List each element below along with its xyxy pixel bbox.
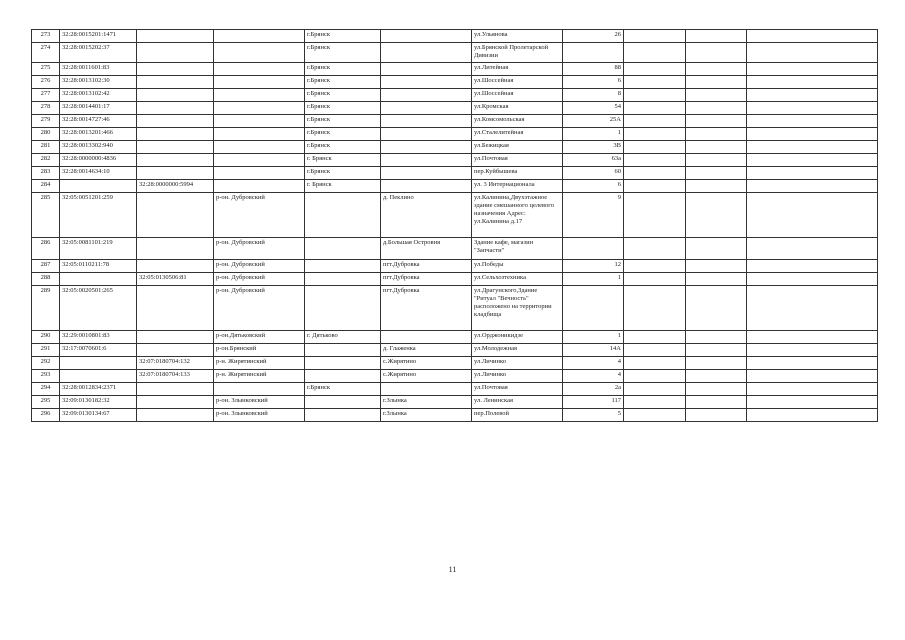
- row-number-cell: 291: [32, 344, 60, 357]
- house-number-cell: 117: [563, 396, 624, 409]
- empty-cell: [747, 357, 878, 370]
- settlement-cell: г.Злынка: [381, 396, 472, 409]
- row-number-cell: 294: [32, 383, 60, 396]
- empty-cell: [624, 344, 686, 357]
- empty-cell: [686, 273, 747, 286]
- empty-cell: [747, 167, 878, 180]
- empty-cell: [747, 76, 878, 89]
- address-cell: ул.Победы: [472, 260, 563, 273]
- settlement-cell: [381, 167, 472, 180]
- empty-cell: [747, 193, 878, 238]
- empty-cell: [686, 102, 747, 115]
- empty-cell: [624, 141, 686, 154]
- empty-cell: [624, 76, 686, 89]
- house-number-cell: 5: [563, 409, 624, 422]
- district-cell: р-н. Жирятинский: [214, 370, 305, 383]
- table-row: [32, 344, 878, 357]
- district-cell: р-он. Злынковский: [214, 409, 305, 422]
- address-cell: ул.Бежицкая: [472, 141, 563, 154]
- district-cell: [214, 89, 305, 102]
- address-cell: ул.Личинко: [472, 357, 563, 370]
- cadastral-number-cell: 32:28:0015201:1471: [60, 30, 137, 43]
- cadastral-number-cell: 32:28:0014727:46: [60, 115, 137, 128]
- row-number-cell: 285: [32, 193, 60, 238]
- cadastral-number-cell: [60, 180, 137, 193]
- house-number-cell: 25А: [563, 115, 624, 128]
- cadastral-number-alt-cell: [137, 154, 214, 167]
- empty-cell: [624, 154, 686, 167]
- city-cell: г.Брянск: [305, 30, 381, 43]
- address-cell: ул.Личинко: [472, 370, 563, 383]
- row-number-cell: 281: [32, 141, 60, 154]
- empty-cell: [624, 193, 686, 238]
- settlement-cell: [381, 141, 472, 154]
- table-row: [32, 43, 878, 63]
- cadastral-number-cell: 32:09:0130134:67: [60, 409, 137, 422]
- cadastral-number-alt-cell: [137, 344, 214, 357]
- empty-cell: [747, 43, 878, 63]
- settlement-cell: [381, 331, 472, 344]
- empty-cell: [747, 63, 878, 76]
- district-cell: [214, 154, 305, 167]
- cadastral-number-cell: 32:05:0051201:259: [60, 193, 137, 238]
- empty-cell: [624, 370, 686, 383]
- table-row: [32, 273, 878, 286]
- district-cell: [214, 115, 305, 128]
- empty-cell: [686, 43, 747, 63]
- district-cell: р-он.Брянский: [214, 344, 305, 357]
- empty-cell: [747, 115, 878, 128]
- row-number-cell: 280: [32, 128, 60, 141]
- cadastral-number-alt-cell: [137, 260, 214, 273]
- city-cell: г. Брянск: [305, 180, 381, 193]
- district-cell: [214, 180, 305, 193]
- settlement-cell: д. Глаженка: [381, 344, 472, 357]
- table-row: [32, 357, 878, 370]
- city-cell: г.Брянск: [305, 115, 381, 128]
- city-cell: г. Дятьково: [305, 331, 381, 344]
- house-number-cell: 54: [563, 102, 624, 115]
- house-number-cell: 1: [563, 273, 624, 286]
- address-cell: ул.Литейная: [472, 63, 563, 76]
- table-row: [32, 180, 878, 193]
- cadastral-number-alt-cell: [137, 76, 214, 89]
- cadastral-number-alt-cell: [137, 286, 214, 331]
- house-number-cell: 6: [563, 180, 624, 193]
- city-cell: г.Брянск: [305, 89, 381, 102]
- district-cell: р-он. Дубровский: [214, 286, 305, 331]
- house-number-cell: 3В: [563, 141, 624, 154]
- empty-cell: [624, 331, 686, 344]
- cadastral-number-cell: [60, 357, 137, 370]
- district-cell: [214, 63, 305, 76]
- table-row: [32, 193, 878, 238]
- district-cell: р-он. Злынковский: [214, 396, 305, 409]
- address-cell: ул.Шоссейная: [472, 76, 563, 89]
- empty-cell: [686, 260, 747, 273]
- cadastral-number-cell: 32:05:0110211:78: [60, 260, 137, 273]
- table-row: [32, 76, 878, 89]
- address-cell: ул.Почтовая: [472, 383, 563, 396]
- cadastral-number-cell: 32:05:0020501:265: [60, 286, 137, 331]
- cadastral-number-alt-cell: [137, 102, 214, 115]
- house-number-cell: 6: [563, 76, 624, 89]
- city-cell: г.Брянск: [305, 167, 381, 180]
- city-cell: [305, 357, 381, 370]
- registry-table: [31, 29, 878, 422]
- district-cell: [214, 383, 305, 396]
- empty-cell: [624, 89, 686, 102]
- address-cell: ул.Сельхозтехника: [472, 273, 563, 286]
- cadastral-number-cell: 32:28:0013201:466: [60, 128, 137, 141]
- house-number-cell: 12: [563, 260, 624, 273]
- empty-cell: [686, 238, 747, 260]
- empty-cell: [686, 344, 747, 357]
- settlement-cell: [381, 89, 472, 102]
- cadastral-number-alt-cell: [137, 193, 214, 238]
- row-number-cell: 274: [32, 43, 60, 63]
- city-cell: [305, 409, 381, 422]
- cadastral-number-cell: 32:28:0012834:2371: [60, 383, 137, 396]
- table-row: [32, 238, 878, 260]
- district-cell: р-он.Дятьковский: [214, 331, 305, 344]
- empty-cell: [686, 396, 747, 409]
- address-cell: ул.Комсомольская: [472, 115, 563, 128]
- house-number-cell: 4: [563, 357, 624, 370]
- city-cell: г.Брянск: [305, 63, 381, 76]
- empty-cell: [624, 128, 686, 141]
- row-number-cell: 284: [32, 180, 60, 193]
- settlement-cell: с.Жирятино: [381, 357, 472, 370]
- city-cell: [305, 193, 381, 238]
- cadastral-number-alt-cell: [137, 167, 214, 180]
- cadastral-number-cell: 32:28:0000000:4836: [60, 154, 137, 167]
- city-cell: г.Брянск: [305, 43, 381, 63]
- house-number-cell: 4: [563, 370, 624, 383]
- row-number-cell: 287: [32, 260, 60, 273]
- empty-cell: [686, 63, 747, 76]
- settlement-cell: [381, 63, 472, 76]
- empty-cell: [624, 383, 686, 396]
- empty-cell: [686, 167, 747, 180]
- cadastral-number-alt-cell: 32:07:0180704:133: [137, 370, 214, 383]
- settlement-cell: [381, 383, 472, 396]
- table-row: [32, 141, 878, 154]
- house-number-cell: 60: [563, 167, 624, 180]
- address-cell: ул. 3 Интернационала: [472, 180, 563, 193]
- district-cell: [214, 43, 305, 63]
- empty-cell: [624, 102, 686, 115]
- district-cell: р-он. Дубровский: [214, 273, 305, 286]
- city-cell: [305, 344, 381, 357]
- cadastral-number-cell: 32:28:0014634:10: [60, 167, 137, 180]
- empty-cell: [686, 409, 747, 422]
- house-number-cell: 1: [563, 331, 624, 344]
- city-cell: [305, 396, 381, 409]
- row-number-cell: 277: [32, 89, 60, 102]
- cadastral-number-alt-cell: [137, 383, 214, 396]
- cadastral-number-cell: 32:28:0013102:30: [60, 76, 137, 89]
- settlement-cell: [381, 43, 472, 63]
- cadastral-number-cell: [60, 370, 137, 383]
- house-number-cell: 9: [563, 193, 624, 238]
- city-cell: [305, 286, 381, 331]
- table-row: [32, 331, 878, 344]
- cadastral-number-alt-cell: 32:28:0000000:5994: [137, 180, 214, 193]
- empty-cell: [624, 238, 686, 260]
- empty-cell: [747, 396, 878, 409]
- row-number-cell: 283: [32, 167, 60, 180]
- table-row: [32, 383, 878, 396]
- address-cell: Здание кафе, магазин "Запчасти": [472, 238, 563, 260]
- district-cell: [214, 141, 305, 154]
- address-cell: ул.Почтовая: [472, 154, 563, 167]
- row-number-cell: 273: [32, 30, 60, 43]
- empty-cell: [624, 63, 686, 76]
- address-cell: пер.Полевой: [472, 409, 563, 422]
- empty-cell: [747, 409, 878, 422]
- address-cell: ул. Ленинская: [472, 396, 563, 409]
- empty-cell: [747, 273, 878, 286]
- settlement-cell: [381, 128, 472, 141]
- empty-cell: [747, 260, 878, 273]
- empty-cell: [686, 357, 747, 370]
- empty-cell: [624, 260, 686, 273]
- address-cell: ул.Ульянова: [472, 30, 563, 43]
- cadastral-number-cell: 32:17:0070601:6: [60, 344, 137, 357]
- table-row: [32, 409, 878, 422]
- district-cell: р-н. Жирятинский: [214, 357, 305, 370]
- empty-cell: [686, 331, 747, 344]
- district-cell: р-он. Дубровский: [214, 238, 305, 260]
- row-number-cell: 293: [32, 370, 60, 383]
- table-row: [32, 30, 878, 43]
- address-cell: ул.Орджоникидзе: [472, 331, 563, 344]
- row-number-cell: 275: [32, 63, 60, 76]
- cadastral-number-alt-cell: [137, 238, 214, 260]
- row-number-cell: 289: [32, 286, 60, 331]
- empty-cell: [686, 286, 747, 331]
- house-number-cell: 2а: [563, 383, 624, 396]
- empty-cell: [624, 180, 686, 193]
- table-row: [32, 370, 878, 383]
- cadastral-number-cell: 32:28:0014401:17: [60, 102, 137, 115]
- cadastral-number-alt-cell: [137, 30, 214, 43]
- cadastral-number-alt-cell: 32:07:0180704:132: [137, 357, 214, 370]
- row-number-cell: 286: [32, 238, 60, 260]
- address-cell: ул.Брянской Пролетарской Дивизии: [472, 43, 563, 63]
- empty-cell: [686, 115, 747, 128]
- cadastral-number-alt-cell: [137, 331, 214, 344]
- district-cell: р-он. Дубровский: [214, 260, 305, 273]
- empty-cell: [686, 141, 747, 154]
- table-body: [32, 30, 878, 422]
- district-cell: р-он. Дубровский: [214, 193, 305, 238]
- city-cell: г.Брянск: [305, 141, 381, 154]
- cadastral-number-alt-cell: [137, 115, 214, 128]
- table-row: [32, 102, 878, 115]
- empty-cell: [747, 89, 878, 102]
- cadastral-number-alt-cell: [137, 43, 214, 63]
- empty-cell: [686, 154, 747, 167]
- cadastral-number-cell: 32:28:0013102:42: [60, 89, 137, 102]
- settlement-cell: [381, 102, 472, 115]
- city-cell: [305, 238, 381, 260]
- settlement-cell: [381, 180, 472, 193]
- empty-cell: [747, 30, 878, 43]
- empty-cell: [624, 409, 686, 422]
- cadastral-number-alt-cell: [137, 63, 214, 76]
- district-cell: [214, 128, 305, 141]
- cadastral-number-alt-cell: [137, 89, 214, 102]
- house-number-cell: 8: [563, 89, 624, 102]
- empty-cell: [686, 30, 747, 43]
- cadastral-number-cell: 32:28:0013302:940: [60, 141, 137, 154]
- cadastral-number-cell: 32:09:0130182:32: [60, 396, 137, 409]
- city-cell: г.Брянск: [305, 128, 381, 141]
- table-row: [32, 63, 878, 76]
- address-cell: ул.Молодежная: [472, 344, 563, 357]
- cadastral-number-cell: 32:28:0011601:83: [60, 63, 137, 76]
- city-cell: [305, 260, 381, 273]
- row-number-cell: 278: [32, 102, 60, 115]
- house-number-cell: [563, 238, 624, 260]
- district-cell: [214, 167, 305, 180]
- city-cell: г.Брянск: [305, 102, 381, 115]
- settlement-cell: [381, 115, 472, 128]
- city-cell: г.Брянск: [305, 76, 381, 89]
- cadastral-number-alt-cell: 32:05:0130506:81: [137, 273, 214, 286]
- table-row: [32, 260, 878, 273]
- settlement-cell: [381, 154, 472, 167]
- empty-cell: [747, 141, 878, 154]
- house-number-cell: [563, 286, 624, 331]
- table-row: [32, 396, 878, 409]
- row-number-cell: 292: [32, 357, 60, 370]
- house-number-cell: 26: [563, 30, 624, 43]
- row-number-cell: 296: [32, 409, 60, 422]
- empty-cell: [624, 273, 686, 286]
- empty-cell: [624, 396, 686, 409]
- address-cell: пер.Куйбышева: [472, 167, 563, 180]
- cadastral-number-cell: 32:05:0081101:219: [60, 238, 137, 260]
- settlement-cell: [381, 30, 472, 43]
- table-row: [32, 167, 878, 180]
- district-cell: [214, 30, 305, 43]
- page-number: 11: [448, 565, 457, 574]
- house-number-cell: 63а: [563, 154, 624, 167]
- cadastral-number-alt-cell: [137, 141, 214, 154]
- empty-cell: [747, 102, 878, 115]
- house-number-cell: 88: [563, 63, 624, 76]
- row-number-cell: 282: [32, 154, 60, 167]
- empty-cell: [624, 43, 686, 63]
- cadastral-number-alt-cell: [137, 396, 214, 409]
- cadastral-number-cell: [60, 273, 137, 286]
- empty-cell: [747, 370, 878, 383]
- empty-cell: [686, 383, 747, 396]
- settlement-cell: пгт.Дубровка: [381, 286, 472, 331]
- empty-cell: [686, 76, 747, 89]
- address-cell: ул.Кромская: [472, 102, 563, 115]
- empty-cell: [747, 128, 878, 141]
- district-cell: [214, 102, 305, 115]
- empty-cell: [624, 286, 686, 331]
- empty-cell: [624, 115, 686, 128]
- row-number-cell: 290: [32, 331, 60, 344]
- table-row: [32, 89, 878, 102]
- city-cell: г. Брянск: [305, 154, 381, 167]
- cadastral-number-cell: 32:28:0015202:37: [60, 43, 137, 63]
- empty-cell: [686, 370, 747, 383]
- cadastral-number-cell: 32:29:0010801:83: [60, 331, 137, 344]
- settlement-cell: [381, 76, 472, 89]
- house-number-cell: 14А: [563, 344, 624, 357]
- empty-cell: [747, 383, 878, 396]
- house-number-cell: [563, 43, 624, 63]
- empty-cell: [747, 331, 878, 344]
- address-cell: ул.Сталелитейная: [472, 128, 563, 141]
- table-row: [32, 128, 878, 141]
- settlement-cell: пгт.Дубровка: [381, 260, 472, 273]
- empty-cell: [747, 286, 878, 331]
- empty-cell: [686, 180, 747, 193]
- settlement-cell: г.Злынка: [381, 409, 472, 422]
- empty-cell: [747, 180, 878, 193]
- settlement-cell: пгт.Дубровка: [381, 273, 472, 286]
- address-cell: ул.Шоссейная: [472, 89, 563, 102]
- district-cell: [214, 76, 305, 89]
- city-cell: [305, 370, 381, 383]
- address-cell: ул.Драгунского,Здание "Ритуал "Вечность" расположено на территории кладбища: [472, 286, 563, 331]
- empty-cell: [747, 154, 878, 167]
- empty-cell: [686, 193, 747, 238]
- empty-cell: [747, 238, 878, 260]
- empty-cell: [624, 30, 686, 43]
- row-number-cell: 276: [32, 76, 60, 89]
- table-row: [32, 115, 878, 128]
- settlement-cell: д. Пеклино: [381, 193, 472, 238]
- row-number-cell: 288: [32, 273, 60, 286]
- house-number-cell: 1: [563, 128, 624, 141]
- cadastral-number-alt-cell: [137, 409, 214, 422]
- cadastral-number-alt-cell: [137, 128, 214, 141]
- empty-cell: [686, 89, 747, 102]
- row-number-cell: 295: [32, 396, 60, 409]
- row-number-cell: 279: [32, 115, 60, 128]
- table-row: [32, 154, 878, 167]
- empty-cell: [624, 357, 686, 370]
- settlement-cell: д.Большая Островня: [381, 238, 472, 260]
- empty-cell: [686, 128, 747, 141]
- address-cell: ул.Калинина,Двухэтажное здание смешанного целевого назначения Адрес: ул.Калинина д.17: [472, 193, 563, 238]
- city-cell: [305, 273, 381, 286]
- table-row: [32, 286, 878, 331]
- city-cell: г.Брянск: [305, 383, 381, 396]
- empty-cell: [747, 344, 878, 357]
- settlement-cell: с.Жирятино: [381, 370, 472, 383]
- empty-cell: [624, 167, 686, 180]
